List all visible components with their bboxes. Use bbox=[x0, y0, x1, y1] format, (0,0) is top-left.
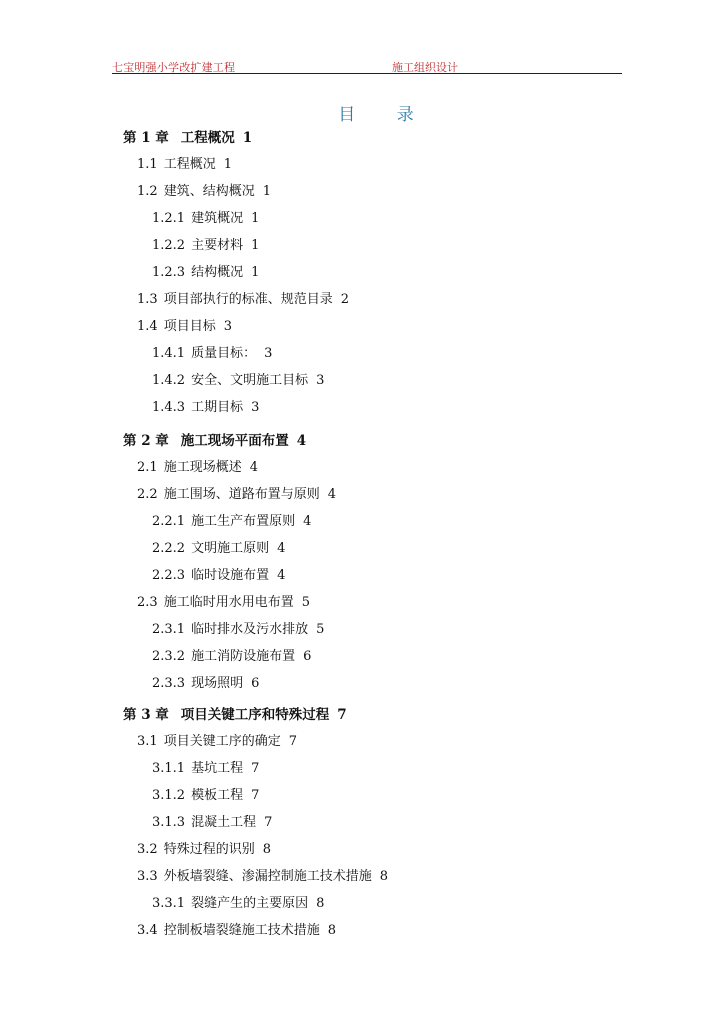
toc-entry-title: 外板墙裂缝、渗漏控制施工技术措施 bbox=[163, 869, 372, 884]
toc-entry-title: 工程概况 bbox=[163, 157, 216, 172]
toc-entry[interactable] bbox=[152, 514, 311, 530]
toc-entry-number: 2.3.3 bbox=[152, 676, 186, 691]
toc-entry-page: 2 bbox=[340, 292, 349, 307]
toc-entry-number: 3.3.1 bbox=[152, 896, 186, 911]
toc-entry[interactable] bbox=[152, 788, 259, 804]
toc-entry-title: 项目关键工序和特殊过程 bbox=[180, 707, 330, 723]
toc-entry-page: 4 bbox=[277, 568, 286, 583]
toc-chapter[interactable] bbox=[123, 433, 306, 449]
toc-entry-page: 3 bbox=[223, 319, 232, 334]
toc-entry-title: 现场照明 bbox=[191, 676, 244, 691]
toc-entry-number: 3.4 bbox=[137, 923, 158, 938]
toc-entry-title: 主要材料 bbox=[191, 238, 244, 253]
toc-entry[interactable] bbox=[152, 346, 272, 362]
toc-entry-number: 2.2.2 bbox=[152, 541, 186, 556]
toc-entry-page: 1 bbox=[251, 265, 260, 280]
toc-entry-page: 3 bbox=[264, 346, 273, 361]
toc-entry-title: 项目目标 bbox=[163, 319, 216, 334]
toc-entry-page: 1 bbox=[242, 130, 253, 146]
toc-entry[interactable] bbox=[137, 319, 232, 335]
toc-entry[interactable] bbox=[152, 815, 272, 831]
toc-entry[interactable] bbox=[152, 238, 259, 254]
toc-entry-title: 施工围场、道路布置与原则 bbox=[163, 487, 320, 502]
toc-entry[interactable] bbox=[152, 761, 259, 777]
toc-entry-number: 2.3.1 bbox=[152, 622, 186, 637]
toc-entry[interactable] bbox=[137, 595, 310, 611]
toc-entry-number: 3.1.2 bbox=[152, 788, 186, 803]
toc-entry-title: 项目关键工序的确定 bbox=[163, 734, 281, 749]
toc-entry-number: 2.3 bbox=[137, 595, 158, 610]
toc-entry-title: 混凝土工程 bbox=[191, 815, 257, 830]
toc-entry-title: 施工现场概述 bbox=[163, 460, 242, 475]
toc-entry-number: 3.1.1 bbox=[152, 761, 186, 776]
toc-entry-number: 1.2.2 bbox=[152, 238, 186, 253]
toc-entry-title: 施工现场平面布置 bbox=[180, 433, 289, 449]
toc-entry-page: 4 bbox=[277, 541, 286, 556]
toc-entry-title: 结构概况 bbox=[191, 265, 244, 280]
toc-entry[interactable] bbox=[137, 292, 349, 308]
toc-entry-title: 建筑概况 bbox=[191, 211, 244, 226]
toc-entry-page: 4 bbox=[296, 433, 307, 449]
toc-entry[interactable] bbox=[137, 157, 232, 173]
toc-entry[interactable] bbox=[152, 211, 259, 227]
toc-entry-number: 1.2.1 bbox=[152, 211, 186, 226]
toc-entry-number: 第 2 章 bbox=[123, 433, 169, 449]
toc-entry[interactable] bbox=[137, 734, 297, 750]
toc-entry[interactable] bbox=[137, 842, 271, 858]
toc-entry-page: 1 bbox=[251, 211, 260, 226]
toc-entry-page: 6 bbox=[303, 649, 312, 664]
toc-entry-title: 特殊过程的识别 bbox=[163, 842, 255, 857]
toc-entry-page: 7 bbox=[251, 761, 260, 776]
toc-entry-number: 2.2.3 bbox=[152, 568, 186, 583]
toc-entry-page: 1 bbox=[223, 157, 232, 172]
toc-entry-number: 第 3 章 bbox=[123, 707, 169, 723]
toc-entry-page: 8 bbox=[327, 923, 336, 938]
toc-entry[interactable] bbox=[152, 373, 324, 389]
toc-entry[interactable] bbox=[152, 400, 259, 416]
toc-entry[interactable] bbox=[152, 649, 311, 665]
toc-chapter[interactable] bbox=[123, 707, 347, 723]
toc-entry-page: 7 bbox=[251, 788, 260, 803]
header-project-name: 七宝明强小学改扩建工程 bbox=[112, 61, 236, 74]
toc-entry-page: 8 bbox=[262, 842, 271, 857]
toc-entry-title: 文明施工原则 bbox=[191, 541, 270, 556]
toc-entry-page: 1 bbox=[262, 184, 271, 199]
toc-entry-page: 8 bbox=[316, 896, 325, 911]
toc-entry-number: 1.4.1 bbox=[152, 346, 186, 361]
toc-entry[interactable] bbox=[152, 676, 259, 692]
toc-entry-title: 项目部执行的标准、规范目录 bbox=[163, 292, 333, 307]
toc-chapter[interactable] bbox=[123, 130, 252, 146]
toc-entry-title: 施工临时用水用电布置 bbox=[163, 595, 294, 610]
toc-entry-number: 1.2 bbox=[137, 184, 158, 199]
toc-entry-page: 7 bbox=[337, 707, 347, 723]
toc-entry-title: 工程概况 bbox=[180, 130, 235, 146]
toc-entry-page: 3 bbox=[316, 373, 325, 388]
toc-entry-number: 1.1 bbox=[137, 157, 158, 172]
toc-entry-number: 3.1.3 bbox=[152, 815, 186, 830]
toc-entry-number: 2.1 bbox=[137, 460, 158, 475]
toc-entry-page: 6 bbox=[251, 676, 260, 691]
toc-entry-number: 3.2 bbox=[137, 842, 158, 857]
toc-entry-page: 5 bbox=[316, 622, 325, 637]
toc-entry[interactable] bbox=[152, 541, 285, 557]
toc-entry-number: 2.2.1 bbox=[152, 514, 186, 529]
toc-entry-number: 1.2.3 bbox=[152, 265, 186, 280]
toc-entry-title: 工期目标 bbox=[191, 400, 244, 415]
toc-entry-title: 施工生产布置原则 bbox=[191, 514, 296, 529]
header-document-type: 施工组织设计 bbox=[392, 61, 458, 74]
toc-entry-page: 5 bbox=[301, 595, 310, 610]
toc-entry-number: 3.3 bbox=[137, 869, 158, 884]
toc-entry-title: 施工消防设施布置 bbox=[191, 649, 296, 664]
toc-entry[interactable] bbox=[137, 184, 271, 200]
toc-entry[interactable] bbox=[137, 460, 258, 476]
toc-entry-title: 质量目标： bbox=[191, 346, 257, 361]
toc-entry-number: 2.3.2 bbox=[152, 649, 186, 664]
toc-entry-number: 1.4.3 bbox=[152, 400, 186, 415]
toc-entry-page: 4 bbox=[249, 460, 258, 475]
toc-entry[interactable] bbox=[152, 622, 324, 638]
toc-entry-page: 1 bbox=[251, 238, 260, 253]
toc-entry-page: 7 bbox=[288, 734, 297, 749]
toc-entry[interactable] bbox=[152, 568, 285, 584]
toc-entry-number: 第 1 章 bbox=[123, 130, 169, 146]
toc-entry-number: 3.1 bbox=[137, 734, 158, 749]
toc-title: 目 录 bbox=[338, 105, 432, 125]
toc-entry-title: 建筑、结构概况 bbox=[163, 184, 255, 199]
toc-entry-number: 1.3 bbox=[137, 292, 158, 307]
toc-entry-title: 基坑工程 bbox=[191, 761, 244, 776]
toc-entry[interactable] bbox=[137, 869, 388, 885]
toc-entry[interactable] bbox=[152, 265, 259, 281]
toc-entry[interactable] bbox=[152, 896, 324, 912]
toc-entry-title: 临时排水及污水排放 bbox=[191, 622, 309, 637]
toc-entry-page: 4 bbox=[303, 514, 312, 529]
toc-entry-title: 模板工程 bbox=[191, 788, 244, 803]
toc-entry-number: 1.4 bbox=[137, 319, 158, 334]
toc-entry-title: 裂缝产生的主要原因 bbox=[191, 896, 309, 911]
toc-entry[interactable] bbox=[137, 487, 336, 503]
toc-entry[interactable] bbox=[137, 923, 336, 939]
toc-entry-title: 安全、文明施工目标 bbox=[191, 373, 309, 388]
toc-entry-title: 控制板墙裂缝施工技术措施 bbox=[163, 923, 320, 938]
toc-entry-page: 4 bbox=[327, 487, 336, 502]
toc-entry-page: 7 bbox=[264, 815, 273, 830]
toc-entry-page: 3 bbox=[251, 400, 260, 415]
toc-entry-page: 8 bbox=[379, 869, 388, 884]
toc-entry-number: 1.4.2 bbox=[152, 373, 186, 388]
toc-entry-number: 2.2 bbox=[137, 487, 158, 502]
toc-entry-title: 临时设施布置 bbox=[191, 568, 270, 583]
